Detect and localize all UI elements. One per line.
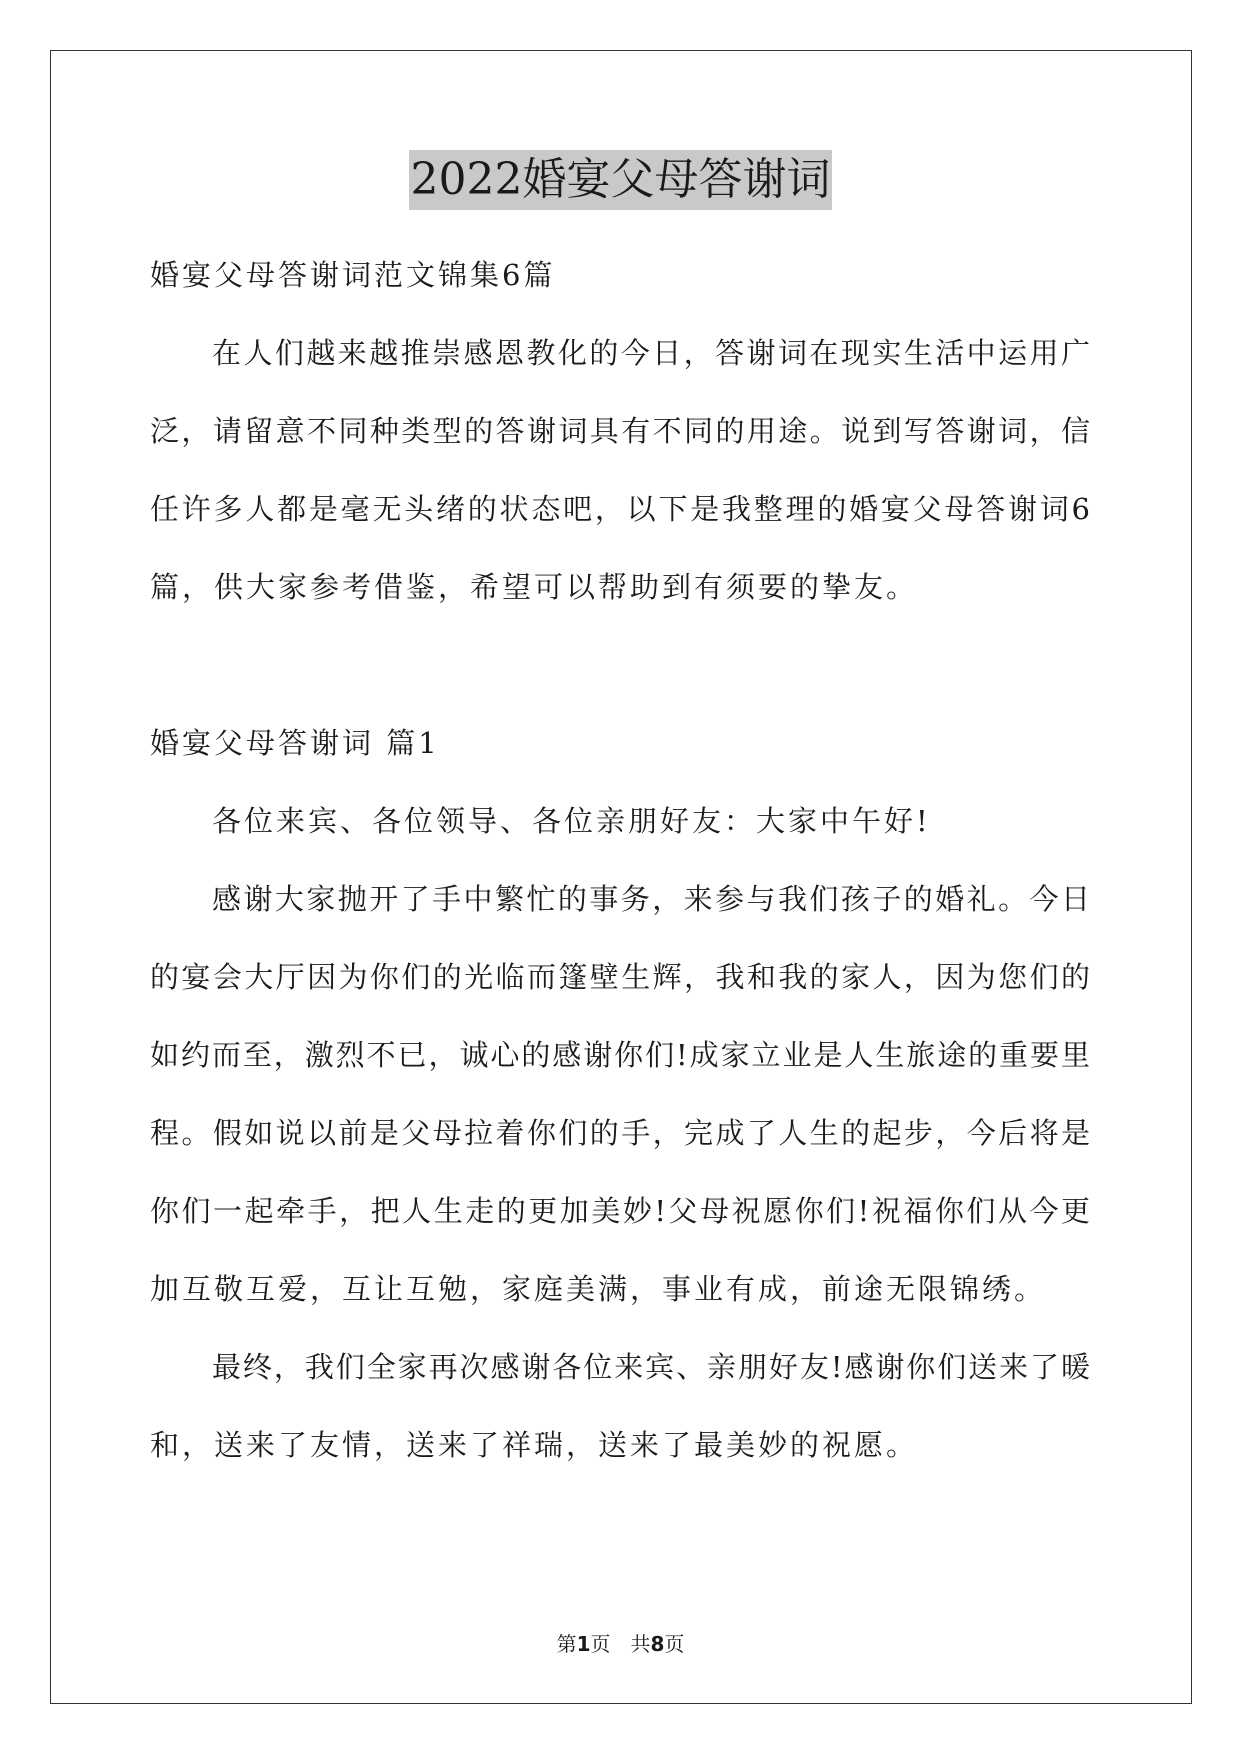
- document-title: 2022婚宴父母答谢词: [409, 150, 833, 210]
- paragraph-line: 感谢大家抛开了手中繁忙的事务，来参与我们孩子的婚礼。今日: [212, 882, 1090, 916]
- paragraph-line: 的宴会大厅因为你们的光临而篷壁生辉，我和我的家人，因为您们的: [150, 960, 1090, 994]
- page-footer: [0, 1628, 1241, 1657]
- greeting-line: 各位来宾、各位领导、各位亲朋好友：大家中午好!: [212, 804, 931, 838]
- paragraph-line: 程。假如说以前是父母拉着你们的手，完成了人生的起步，今后将是: [150, 1116, 1090, 1150]
- total-page-number: 8: [650, 1632, 665, 1656]
- intro-line: 任许多人都是毫无头绪的状态吧，以下是我整理的婚宴父母答谢词6: [150, 492, 1090, 526]
- intro-line: 篇，供大家参考借鉴，希望可以帮助到有须要的挚友。: [150, 570, 919, 604]
- paragraph-line: 如约而至，激烈不已，诚心的感谢你们!成家立业是人生旅途的重要里: [150, 1038, 1090, 1072]
- paragraph-line: 和，送来了友情，送来了祥瑞，送来了最美妙的祝愿。: [150, 1428, 919, 1462]
- paragraph-line: 你们一起牵手，把人生走的更加美妙!父母祝愿你们!祝福你们从今更: [150, 1194, 1090, 1228]
- intro-line: 在人们越来越推崇感恩教化的今日，答谢词在现实生活中运用广: [212, 336, 1090, 370]
- document-body: [150, 236, 1090, 1484]
- paragraph-gap: [150, 626, 1090, 704]
- title-container: [0, 150, 1241, 210]
- current-page-number: 1: [576, 1632, 591, 1656]
- page-label-prefix: 第: [556, 1632, 577, 1656]
- paragraph-line: 最终，我们全家再次感谢各位来宾、亲朋好友!感谢你们送来了暖: [212, 1350, 1090, 1384]
- paragraph-line: 加互敬互爱，互让互勉，家庭美满，事业有成，前途无限锦绣。: [150, 1272, 1047, 1306]
- page-label-suffix: 页: [664, 1632, 685, 1656]
- intro-line: 泛，请留意不同种类型的答谢词具有不同的用途。说到写答谢词，信: [150, 414, 1090, 448]
- section-heading: 婚宴父母答谢词 篇1: [150, 726, 440, 760]
- page-label-mid: 页 共: [590, 1632, 651, 1656]
- document-subtitle: 婚宴父母答谢词范文锦集6篇: [150, 258, 556, 292]
